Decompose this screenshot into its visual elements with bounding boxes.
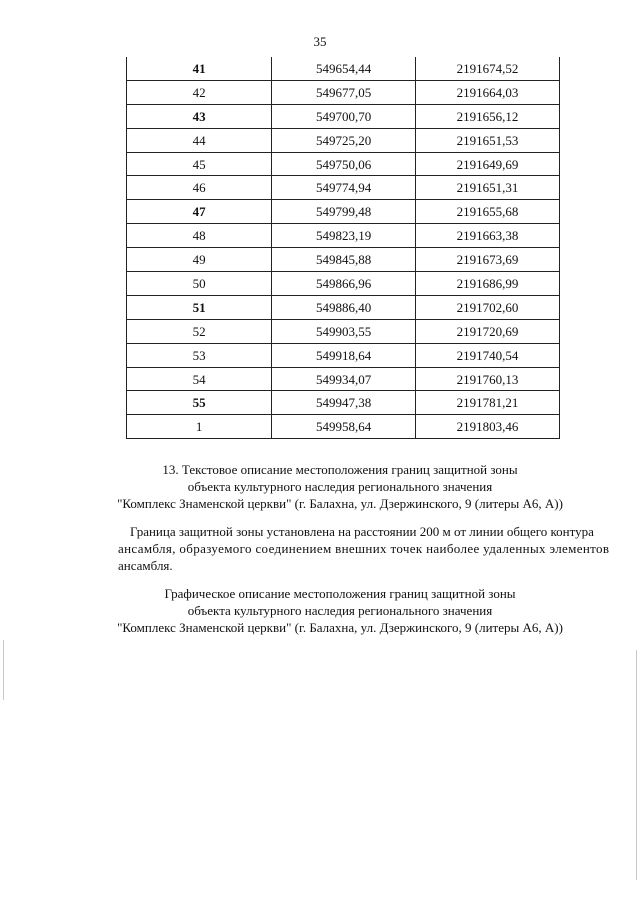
table-row xyxy=(127,319,560,343)
point-number-cell: 42 xyxy=(127,80,272,104)
y-coordinate-cell: 2191720,69 xyxy=(416,319,560,343)
y-coordinate-cell: 2191649,69 xyxy=(416,152,560,176)
x-coordinate-cell: 549654,44 xyxy=(272,57,416,80)
y-coordinate-cell: 2191651,31 xyxy=(416,176,560,200)
point-number-cell: 44 xyxy=(127,128,272,152)
x-coordinate-cell: 549823,19 xyxy=(272,224,416,248)
coordinates-table xyxy=(126,57,560,439)
section-13-paragraph-line-2: ансамбля, образуемого соединением внешних точек наиболее удаленных элементов xyxy=(118,541,610,556)
x-coordinate-cell: 549799,48 xyxy=(272,200,416,224)
table-row xyxy=(127,415,560,439)
point-number-cell: 49 xyxy=(127,248,272,272)
section-13-heading-line-3: "Комплекс Знаменской церкви" (г. Балахна, ул. Дзержинского, 9 (литеры А6, А)) xyxy=(117,496,563,511)
coordinates-table-body xyxy=(127,57,560,439)
point-number-cell: 47 xyxy=(127,200,272,224)
x-coordinate-cell: 549700,70 xyxy=(272,104,416,128)
section-13-paragraph-line-3: ансамбля. xyxy=(118,558,173,573)
table-row xyxy=(127,57,560,80)
y-coordinate-cell: 2191664,03 xyxy=(416,80,560,104)
table-row xyxy=(127,295,560,319)
y-coordinate-cell: 2191655,68 xyxy=(416,200,560,224)
table-row xyxy=(127,248,560,272)
x-coordinate-cell: 549886,40 xyxy=(272,295,416,319)
point-number-cell: 41 xyxy=(127,57,272,80)
scan-artifact-left xyxy=(3,640,4,700)
table-row xyxy=(127,200,560,224)
table-row xyxy=(127,104,560,128)
section-13-paragraph xyxy=(118,523,610,574)
y-coordinate-cell: 2191663,38 xyxy=(416,224,560,248)
graphic-description-heading xyxy=(80,585,600,636)
table-row xyxy=(127,391,560,415)
point-number-cell: 1 xyxy=(127,415,272,439)
table-row xyxy=(127,80,560,104)
table-row xyxy=(127,343,560,367)
y-coordinate-cell: 2191651,53 xyxy=(416,128,560,152)
graphic-description-heading-line-2: объекта культурного наследия регионального значения xyxy=(187,603,493,618)
table-row xyxy=(127,224,560,248)
section-13-paragraph-line-1: Граница защитной зоны установлена на расстоянии 200 м от линии общего контура xyxy=(130,524,594,539)
scan-artifact-right xyxy=(636,650,637,880)
point-number-cell: 51 xyxy=(127,295,272,319)
x-coordinate-cell: 549903,55 xyxy=(272,319,416,343)
point-number-cell: 53 xyxy=(127,343,272,367)
point-number-cell: 50 xyxy=(127,272,272,296)
y-coordinate-cell: 2191656,12 xyxy=(416,104,560,128)
point-number-cell: 43 xyxy=(127,104,272,128)
x-coordinate-cell: 549725,20 xyxy=(272,128,416,152)
x-coordinate-cell: 549934,07 xyxy=(272,367,416,391)
y-coordinate-cell: 2191760,13 xyxy=(416,367,560,391)
table-row xyxy=(127,152,560,176)
section-13-heading-line-1: 13. Текстовое описание местоположения границ защитной зоны xyxy=(162,462,518,477)
point-number-cell: 46 xyxy=(127,176,272,200)
x-coordinate-cell: 549958,64 xyxy=(272,415,416,439)
x-coordinate-cell: 549750,06 xyxy=(272,152,416,176)
graphic-description-heading-line-3: "Комплекс Знаменской церкви" (г. Балахна, ул. Дзержинского, 9 (литеры А6, А)) xyxy=(117,620,563,635)
point-number-cell: 55 xyxy=(127,391,272,415)
x-coordinate-cell: 549774,94 xyxy=(272,176,416,200)
table-row xyxy=(127,272,560,296)
graphic-description-heading-line-1: Графическое описание местоположения границ защитной зоны xyxy=(164,586,516,601)
y-coordinate-cell: 2191674,52 xyxy=(416,57,560,80)
page-number: 35 xyxy=(313,34,327,49)
section-13-heading xyxy=(80,461,600,512)
point-number-cell: 48 xyxy=(127,224,272,248)
x-coordinate-cell: 549845,88 xyxy=(272,248,416,272)
x-coordinate-cell: 549866,96 xyxy=(272,272,416,296)
x-coordinate-cell: 549677,05 xyxy=(272,80,416,104)
table-row xyxy=(127,176,560,200)
point-number-cell: 54 xyxy=(127,367,272,391)
y-coordinate-cell: 2191803,46 xyxy=(416,415,560,439)
y-coordinate-cell: 2191781,21 xyxy=(416,391,560,415)
y-coordinate-cell: 2191702,60 xyxy=(416,295,560,319)
table-row xyxy=(127,128,560,152)
point-number-cell: 52 xyxy=(127,319,272,343)
section-13-heading-line-2: объекта культурного наследия регионального значения xyxy=(187,479,493,494)
y-coordinate-cell: 2191673,69 xyxy=(416,248,560,272)
y-coordinate-cell: 2191740,54 xyxy=(416,343,560,367)
point-number-cell: 45 xyxy=(127,152,272,176)
x-coordinate-cell: 549918,64 xyxy=(272,343,416,367)
y-coordinate-cell: 2191686,99 xyxy=(416,272,560,296)
x-coordinate-cell: 549947,38 xyxy=(272,391,416,415)
table-row xyxy=(127,367,560,391)
